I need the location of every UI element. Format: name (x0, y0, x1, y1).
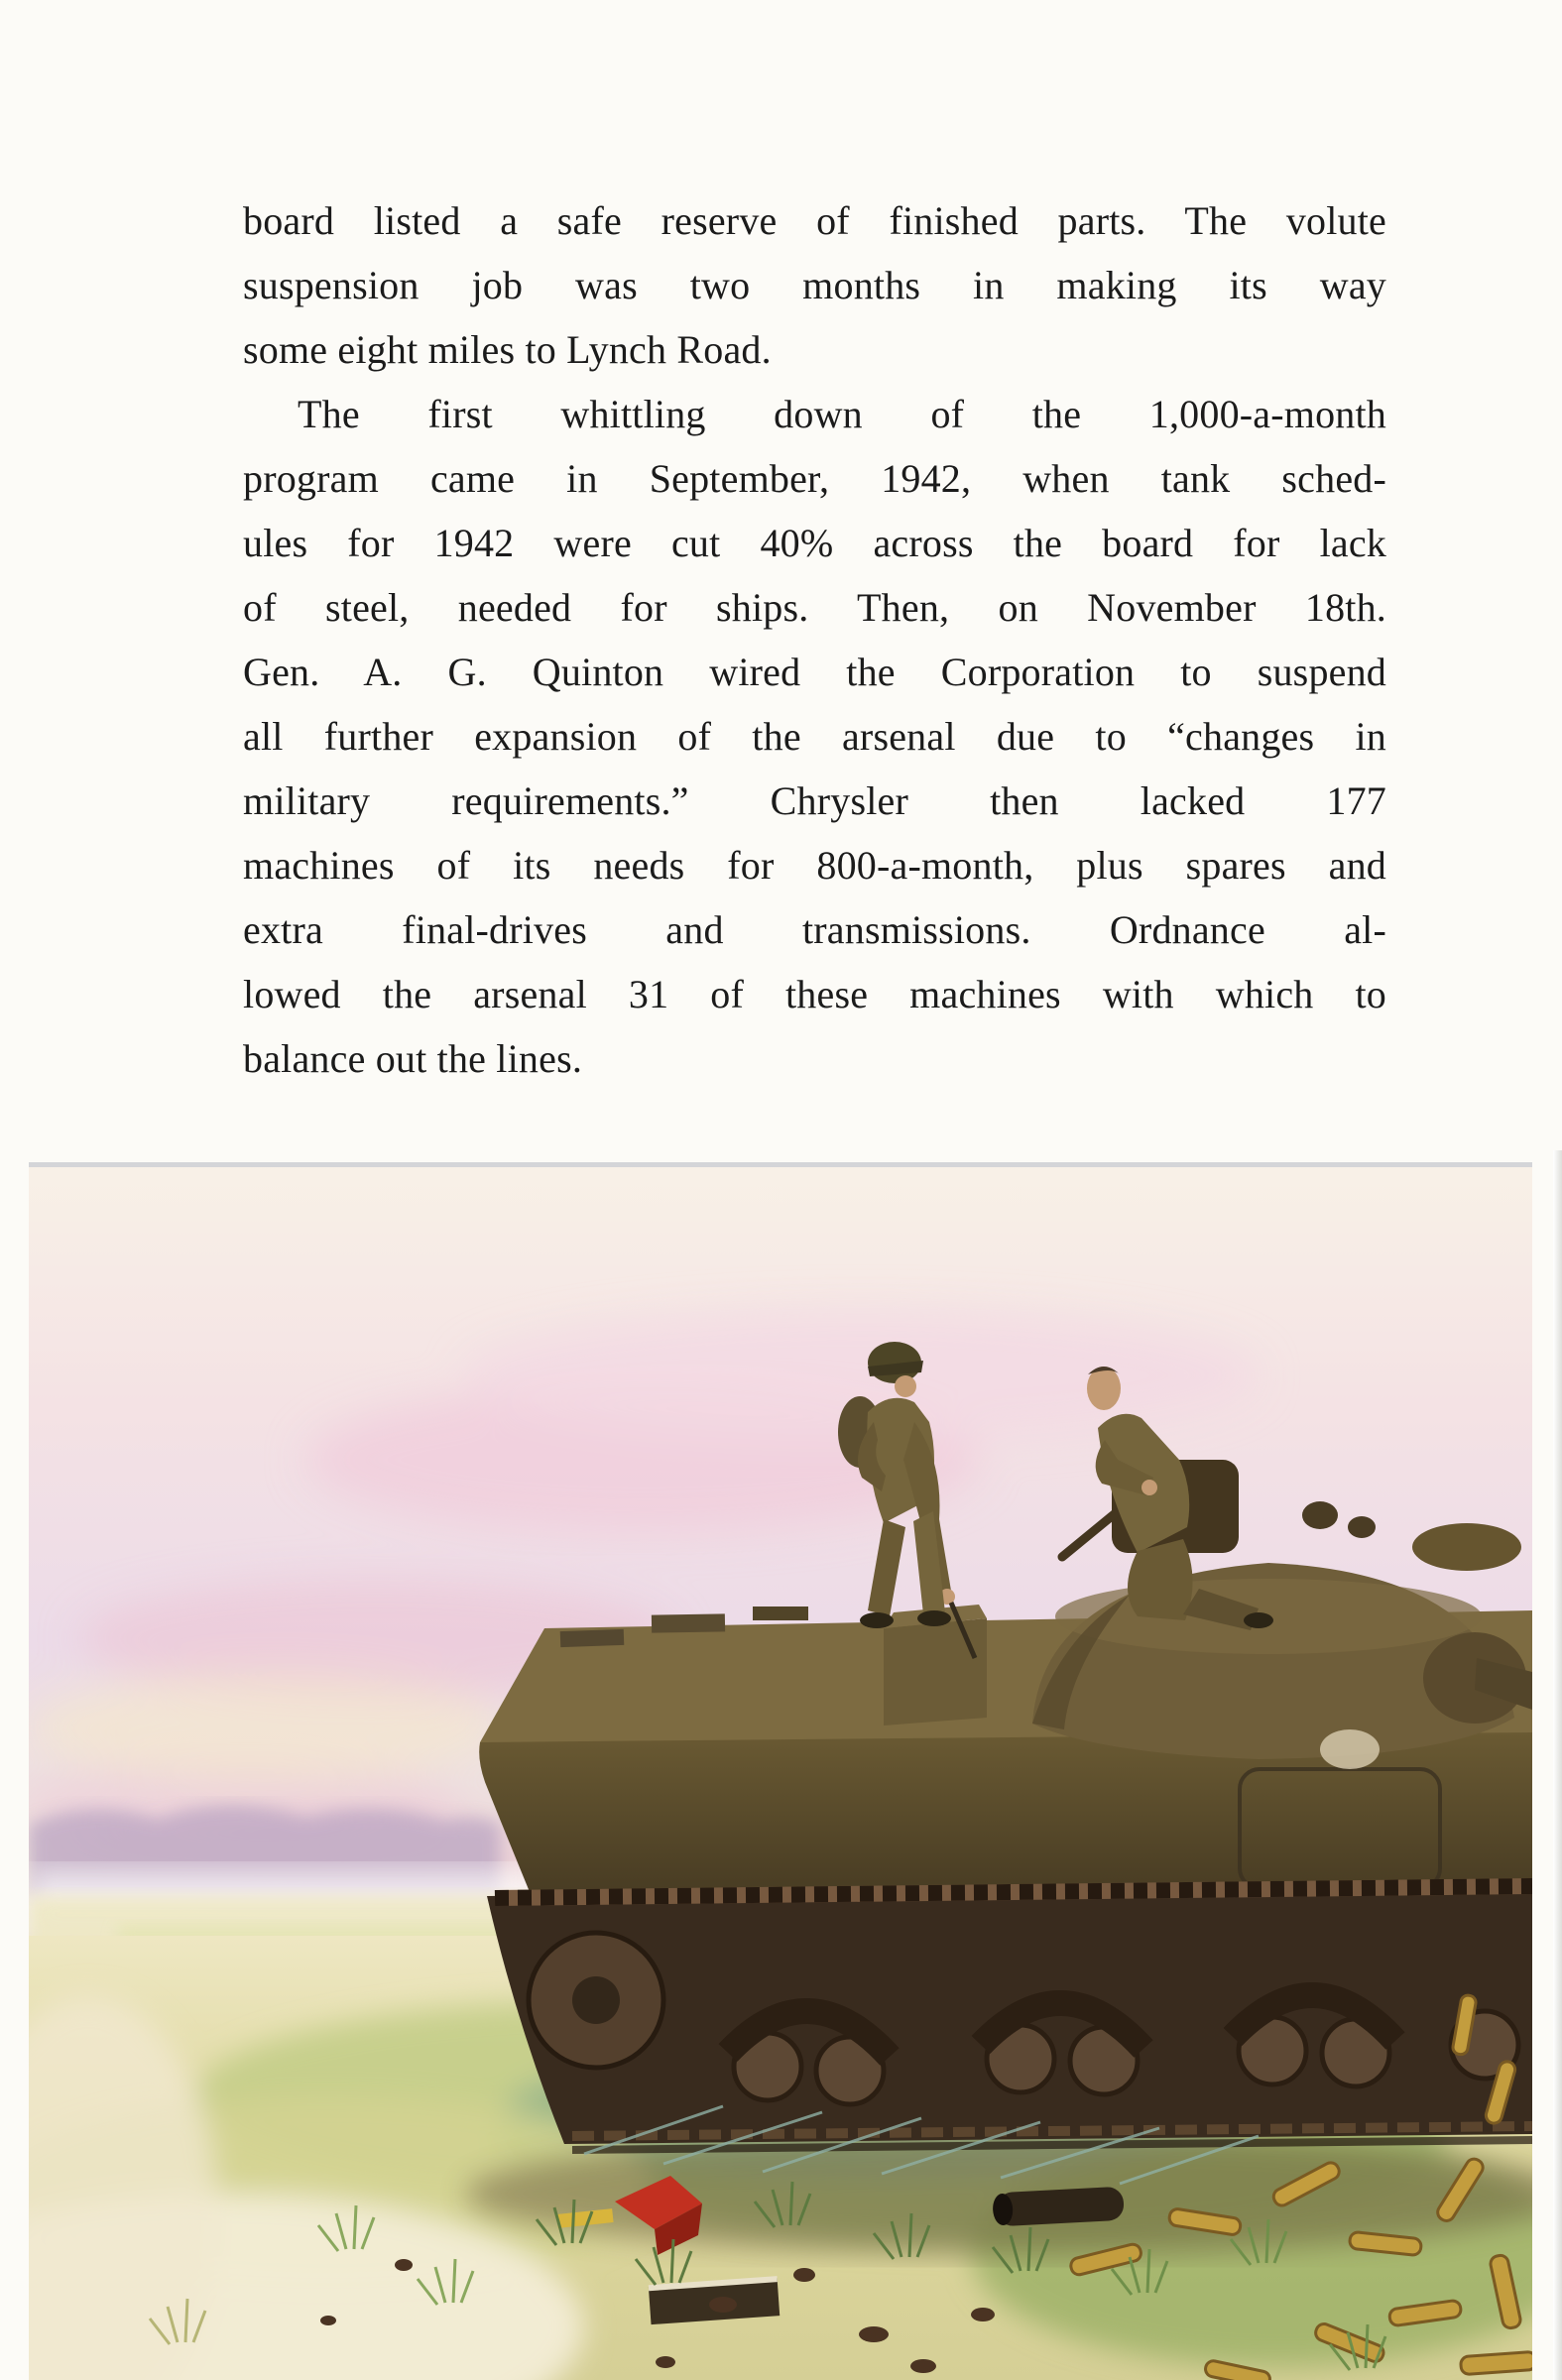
text-line: Gen. A. G. Quinton wired the Corporation to suspend (243, 650, 1386, 694)
text-line: lowed the arsenal 31 of these machines with which to (243, 972, 1386, 1016)
deck-fitting (652, 1613, 725, 1632)
rotor-highlight (1320, 1729, 1380, 1769)
text-line: all further expansion of the arsenal due to “changes in (243, 714, 1386, 759)
text-line: extra final-drives and transmissions. Ordnance al- (243, 907, 1386, 952)
cupola (1412, 1523, 1521, 1571)
boot (917, 1610, 951, 1626)
hand (1141, 1480, 1157, 1495)
large-shell (992, 2187, 1125, 2227)
body-text (243, 188, 1386, 1091)
text-line: The first whittling down of the 1,000-a-month (298, 392, 1386, 436)
face (895, 1375, 916, 1397)
text-line: balance out the lines. (243, 1036, 583, 1081)
deck-fitting (753, 1606, 808, 1620)
text-line: of steel, needed for ships. Then, on November 18th. (243, 585, 1386, 630)
text-line: program came in September, 1942, when tank sched- (243, 456, 1386, 501)
deck-fitting (560, 1629, 625, 1647)
text-line: suspension job was two months in making its way (243, 263, 1386, 307)
boot (1244, 1612, 1273, 1628)
periscope (1348, 1516, 1376, 1538)
boot (860, 1612, 894, 1628)
periscope (1302, 1501, 1338, 1529)
yellow-haze (29, 1673, 505, 1782)
deck-hatch-box (884, 1618, 987, 1726)
text-line: ules for 1942 were cut 40% across the board for lack (243, 521, 1386, 565)
tank-tracks (487, 1884, 1532, 2150)
page-edge-shadow (1553, 1150, 1562, 2380)
text-line: some eight miles to Lynch Road. (243, 327, 772, 372)
text-line: machines of its needs for 800-a-month, plus spares and (243, 843, 1386, 888)
tank-illustration (29, 1162, 1532, 2380)
text-line: military requirements.” Chrysler then lacked 177 (243, 778, 1386, 823)
text-line: board listed a safe reserve of finished parts. The volute (243, 198, 1386, 243)
tank-painting-svg (29, 1162, 1532, 2380)
